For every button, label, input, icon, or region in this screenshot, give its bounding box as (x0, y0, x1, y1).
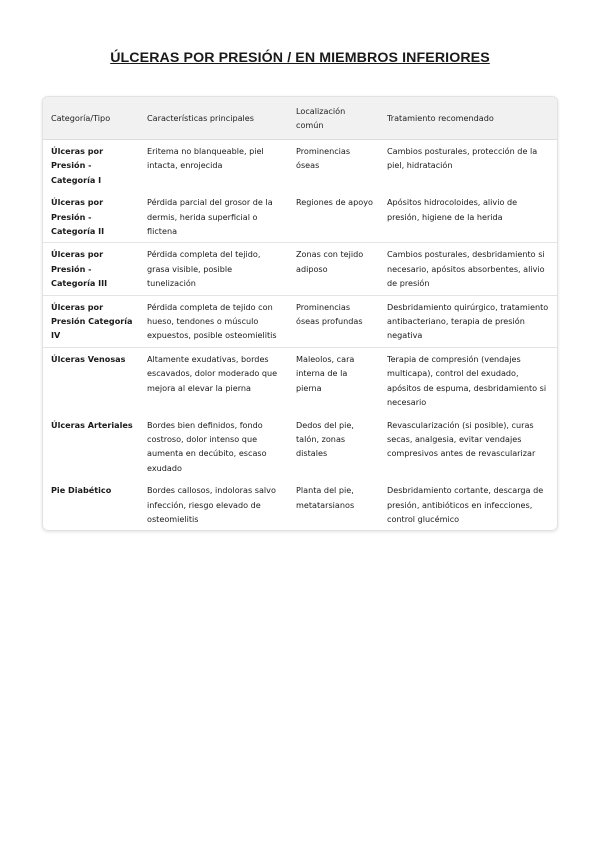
cell-location: Dedos del pie, talón, zonas distales (296, 419, 354, 459)
header-treatment: Tratamiento recomendado (379, 97, 557, 140)
table-header (43, 97, 557, 140)
cell-category: Úlceras Arteriales (51, 419, 133, 430)
table-row (43, 191, 557, 243)
ulcer-table-container (42, 96, 558, 531)
cell-treatment: Apósitos hidrocoloides, alivio de presión, higiene de la herida (387, 197, 518, 222)
header-location: Localización común (288, 97, 379, 140)
cell-category: Pie Diabético (51, 485, 112, 496)
header-characteristics: Características principales (139, 97, 288, 140)
cell-characteristics: Altamente exudativas, bordes escavados, dolor moderado que mejora al elevar la pierna (139, 347, 288, 413)
header-row (43, 97, 557, 140)
cell-location: Maleolos, cara interna de la pierna (288, 347, 379, 413)
cell-category: Úlceras por Presión - Categoría II (51, 197, 105, 237)
cell-location: Planta del pie, metatarsianos (296, 485, 355, 510)
cell-location: Zonas con tejido adiposo (288, 243, 379, 295)
table-row (43, 295, 557, 347)
cell-category: Úlceras por Presión - Categoría I (51, 146, 104, 185)
header-category: Categoría/Tipo (43, 97, 139, 140)
cell-characteristics: Pérdida completa del tejido, grasa visible, posible tunelización (139, 243, 288, 295)
table-row (43, 347, 557, 413)
cell-location: Regiones de apoyo (296, 197, 373, 208)
cell-characteristics: Pérdida parcial del grosor de la dermis, herida superficial o flictena (147, 197, 273, 237)
cell-location: Prominencias óseas (296, 146, 351, 171)
table-row (43, 479, 557, 530)
page-title: ÚLCERAS POR PRESIÓN / EN MIEMBROS INFERIORES (110, 50, 490, 66)
cell-treatment: Revascularización (si posible), curas secas, analgesia, evitar vendajes compresivos antes de revascularizar (387, 419, 536, 459)
table-row (43, 140, 557, 192)
ulcer-table (43, 97, 557, 530)
cell-treatment: Desbridamiento cortante, descarga de presión, antibióticos en infecciones, control glucémico (387, 485, 544, 524)
cell-characteristics: Bordes callosos, indoloras salvo infección, riesgo elevado de osteomielitis (147, 485, 276, 524)
cell-characteristics: Bordes bien definidos, fondo costroso, dolor intenso que aumenta en decúbito, escaso exudado (147, 419, 267, 473)
cell-treatment: Desbridamiento quirúrgico, tratamiento antibacteriano, terapia de presión negativa (379, 295, 557, 347)
cell-treatment: Cambios posturales, desbridamiento si necesario, apósitos absorbentes, alivio de presión (379, 243, 557, 295)
cell-characteristics: Pérdida completa de tejido con hueso, tendones o músculo expuestos, posible osteomielitis (139, 295, 288, 347)
cell-category: Úlceras por Presión Categoría IV (43, 295, 139, 347)
table-row (43, 414, 557, 480)
table-body (43, 140, 557, 531)
cell-treatment: Cambios posturales, protección de la piel, hidratación (387, 146, 538, 171)
cell-characteristics: Eritema no blanqueable, piel intacta, enrojecida (147, 146, 264, 171)
cell-location: Prominencias óseas profundas (288, 295, 379, 347)
table-row (43, 243, 557, 295)
cell-category: Úlceras Venosas (43, 347, 139, 413)
cell-treatment: Terapia de compresión (vendajes multicapa), control del exudado, apósitos de espuma, desbridamiento si necesario (379, 347, 557, 413)
cell-category: Úlceras por Presión - Categoría III (43, 243, 139, 295)
